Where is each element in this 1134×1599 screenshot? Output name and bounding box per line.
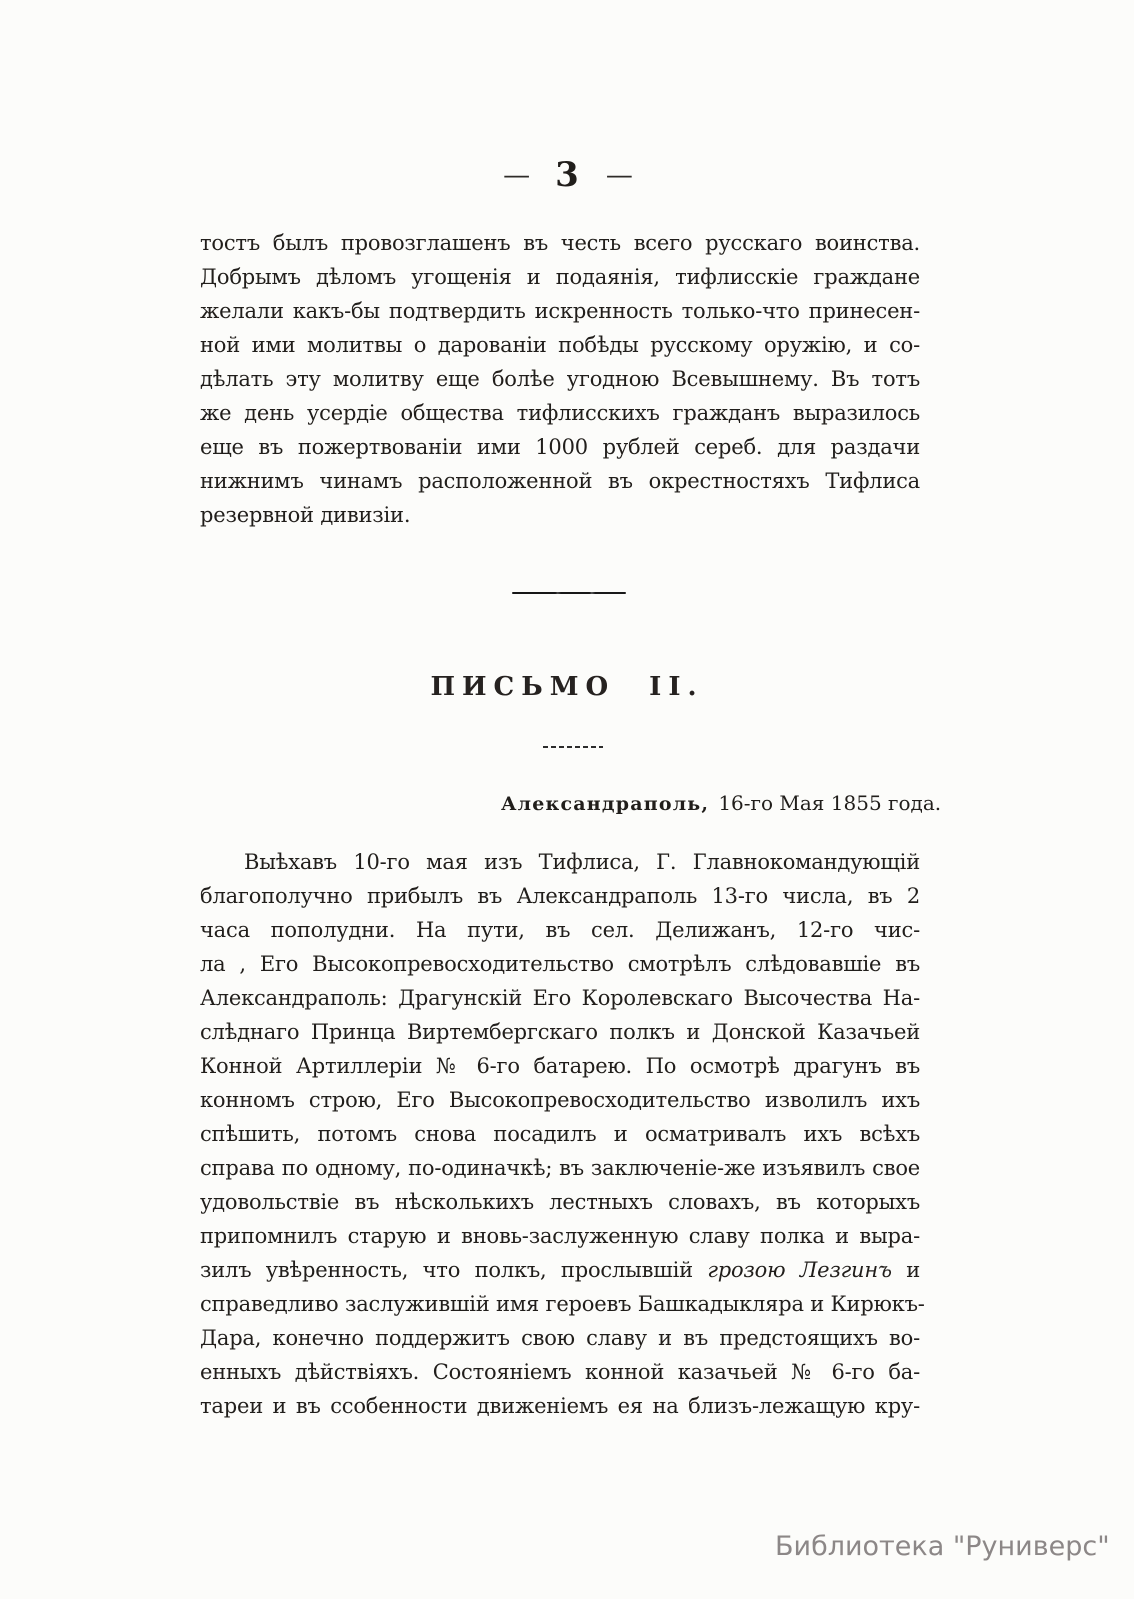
text-line: благополучно прибылъ въ Александраполь 13-го числа, въ 2: [200, 884, 920, 908]
letter-title: ПИСЬМО II.: [430, 672, 704, 702]
text-line: еще въ пожертвованіи ими 1000 рублей сереб. для раздачи: [200, 435, 920, 459]
header-dash-right: —: [605, 159, 631, 191]
text-line: справа по одному, по-одиначкѣ; въ заключеніе-же изъявилъ свое: [200, 1156, 920, 1180]
text-line: ла , Его Высокопревосходительство смотрѣлъ слѣдовавшіе въ: [200, 952, 920, 976]
page-number: 3: [555, 155, 579, 195]
text-line: резервной дивизіи.: [200, 503, 411, 527]
dateline-place: Александраполь,: [501, 793, 710, 815]
text-line: конномъ строю, Его Высокопревосходительство изволилъ ихъ: [200, 1088, 920, 1112]
text-line: спѣшить, потомъ снова посадилъ и осматривалъ ихъ всѣхъ: [200, 1122, 920, 1146]
text-line: припомнилъ старую и вновь-заслуженную славу полка и выра-: [200, 1224, 920, 1248]
text-line: Конной Артиллеріи № 6-го батарею. По осмотрѣ драгунъ въ: [200, 1054, 920, 1078]
text-line: нижнимъ чинамъ расположенной въ окрестностяхъ Тифлиса: [200, 469, 920, 493]
dateline-date: 16-го Мая 1855 года.: [718, 791, 942, 815]
text-line: Выѣхавъ 10-го мая изъ Тифлиса, Г. Главнокомандующій: [244, 850, 920, 874]
text-line: тареи и въ ссобенности движеніемъ ея на близъ-лежащую кру-: [200, 1394, 920, 1418]
text-line: тостъ былъ провозглашенъ въ честь всего русскаго воинства.: [200, 231, 920, 255]
text-line: енныхъ дѣйствіяхъ. Состояніемъ конной казачьей № 6-го ба-: [200, 1360, 920, 1384]
page-header: [0, 156, 1134, 194]
text-line: Добрымъ дѣломъ угощенія и подаянія, тифлисскіе граждане: [200, 265, 920, 289]
text-line: дѣлать эту молитву еще болѣе угодною Всевышнему. Въ тотъ: [200, 367, 920, 391]
text-line: справедливо заслужившій имя героевъ Башкадыкляра и Кирюкъ-: [200, 1292, 925, 1316]
letter-body: [200, 845, 925, 1423]
paragraph-continuation: [200, 226, 920, 532]
title-divider: [543, 746, 603, 748]
text-line: ной ими молитвы о дарованіи побѣды русскому оружію, и со-: [200, 333, 920, 357]
text-line: удовольствіе въ нѣсколькихъ лестныхъ словахъ, въ которыхъ: [200, 1190, 920, 1214]
text-line: Александраполь: Драгунскій Его Королевскаго Высочества На-: [200, 986, 920, 1010]
library-watermark: Библиотека "Руниверс": [775, 1531, 1110, 1562]
text-line: Дара, конечно поддержитъ свою славу и въ предстоящихъ во-: [200, 1326, 920, 1350]
text-line: слѣднаго Принца Виртембергскаго полкъ и Донской Казачьей: [200, 1020, 920, 1044]
header-dash-left: —: [503, 159, 529, 191]
text-line: желали какъ-бы подтвердить искренность только-что принесен-: [200, 299, 920, 323]
text-line: зилъ увѣренность, что полкъ, прослывшій грозою Лезгинъ и: [200, 1258, 921, 1282]
dateline: [501, 791, 941, 815]
section-divider: [512, 592, 626, 594]
text-line: же день усердіе общества тифлисскихъ гражданъ выразилось: [200, 401, 920, 425]
text-line: часа пополудни. На пути, въ сел. Делижанъ, 12-го чис-: [200, 918, 920, 942]
